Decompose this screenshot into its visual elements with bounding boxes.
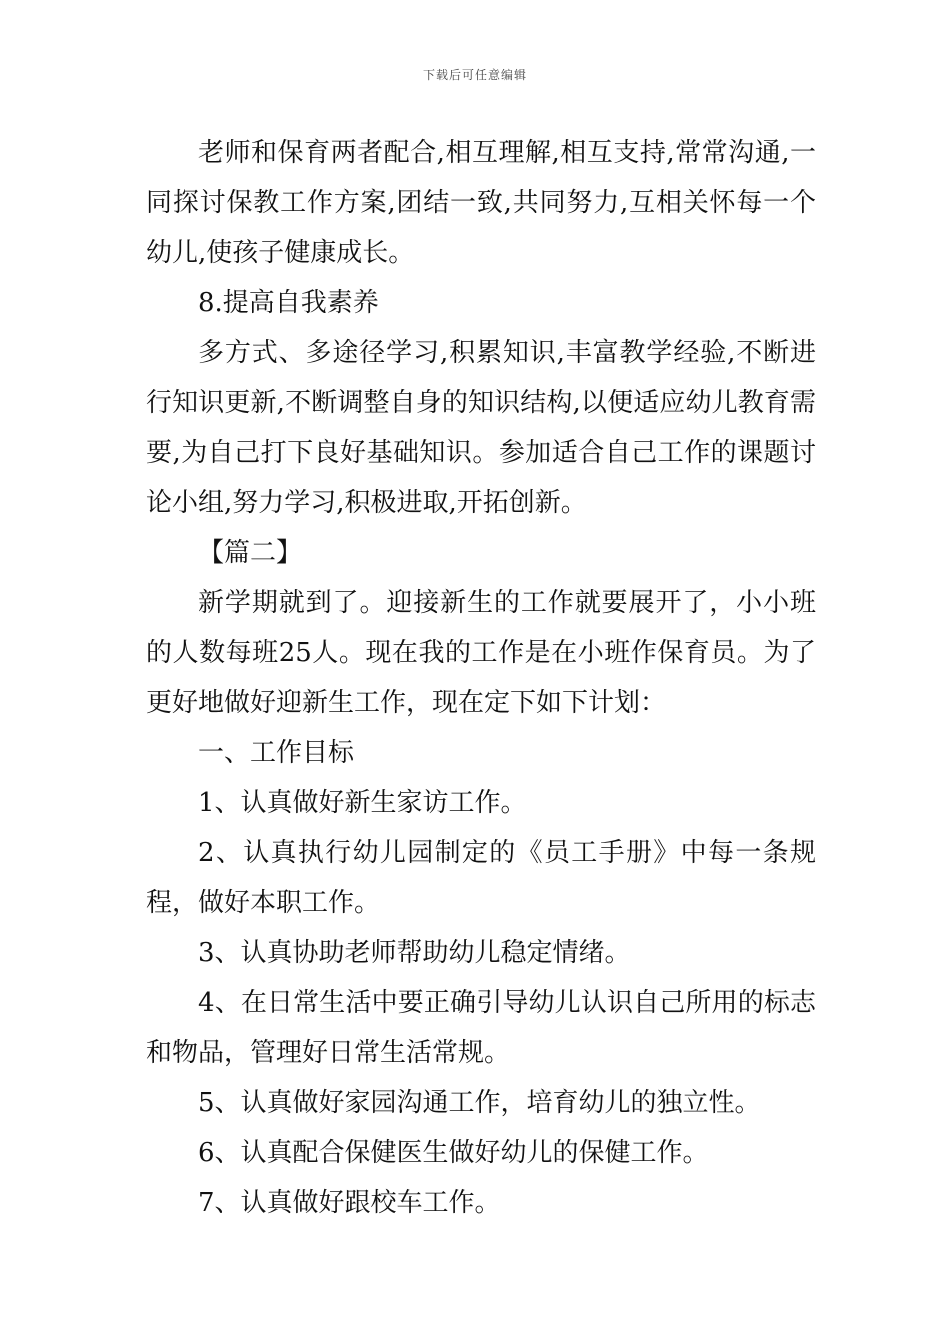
list-item-goal-2: 2、认真执行幼儿园制定的《员工手册》中每一条规程，做好本职工作。 [146, 838, 816, 918]
list-item-goal-4: 4、在日常生活中要正确引导幼儿认识自己所用的标志和物品，管理好日常生活常规。 [146, 988, 816, 1068]
paragraph-learning: 多方式、多途径学习,积累知识,丰富教学经验,不断进行知识更新,不断调整自身的知识结构,以便适应幼儿教育需要,为自己打下良好基础知识。参加适合自己工作的课题讨论小组,努力学习,积极进取,开拓创新。 [146, 338, 816, 518]
section-heading-part-two: 【篇二】 [198, 538, 303, 568]
list-item-goal-3: 3、认真协助老师帮助幼儿稳定情绪。 [198, 938, 631, 968]
paragraph-new-semester: 新学期就到了。迎接新生的工作就要展开了，小小班的人数每班25人。现在我的工作是在小班作保育员。为了更好地做好迎新生工作，现在定下如下计划： [146, 588, 816, 718]
list-item-goal-1: 1、认真做好新生家访工作。 [198, 788, 527, 818]
list-item-goal-7: 7、认真做好跟校车工作。 [198, 1188, 501, 1218]
document-body [146, 128, 816, 1228]
section-heading-work-goals: 一、工作目标 [198, 738, 355, 768]
paragraph-cooperation: 老师和保育两者配合,相互理解,相互支持,常常沟通,一同探讨保教工作方案,团结一致,共同努力,互相关怀每一个幼儿,使孩子健康成长。 [146, 138, 816, 268]
list-item-goal-6: 6、认真配合保健医生做好幼儿的保健工作。 [198, 1138, 709, 1168]
list-item-goal-5: 5、认真做好家园沟通工作，培育幼儿的独立性。 [198, 1088, 761, 1118]
page-header-note: 下载后可任意编辑 [422, 68, 527, 82]
section-heading-self-improvement: 8.提高自我素养 [198, 288, 379, 318]
